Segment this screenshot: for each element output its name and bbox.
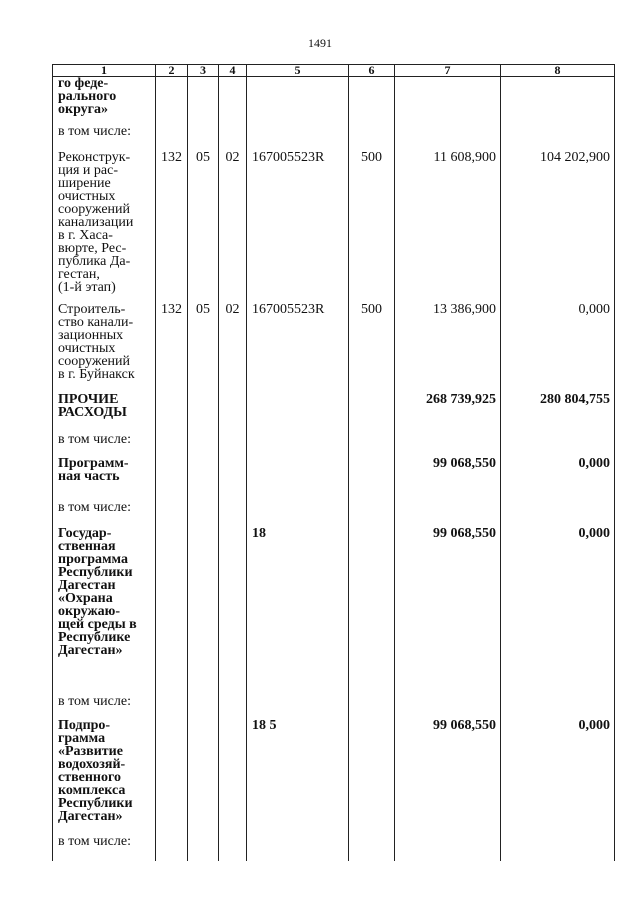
table-cell-c6 bbox=[349, 433, 395, 457]
table-cell-c6: 500 bbox=[349, 303, 395, 393]
table-cell-c6 bbox=[349, 457, 395, 501]
table-cell-c8 bbox=[501, 125, 615, 151]
table-cell-c2 bbox=[156, 457, 188, 501]
table-cell-c7: 99 068,550 bbox=[395, 527, 501, 695]
table-cell-c3 bbox=[188, 719, 219, 835]
table-cell-c5 bbox=[247, 393, 349, 433]
table-cell-c2 bbox=[156, 719, 188, 835]
table-cell-c2 bbox=[156, 695, 188, 719]
table-cell-c2: 132 bbox=[156, 151, 188, 303]
table-cell-c6 bbox=[349, 695, 395, 719]
table-cell-c3: 05 bbox=[188, 303, 219, 393]
table-cell-c5: 18 bbox=[247, 527, 349, 695]
table-cell-c1: Строитель- ство канали- зационных очистных сооружений в г. Буйнакск bbox=[53, 303, 156, 393]
table-cell-c8 bbox=[501, 835, 615, 861]
table-row bbox=[53, 303, 615, 393]
table-cell-c1: в том числе: bbox=[53, 501, 156, 527]
table-row bbox=[53, 695, 615, 719]
table-cell-c2 bbox=[156, 433, 188, 457]
table-cell-c6 bbox=[349, 501, 395, 527]
table-cell-c8: 280 804,755 bbox=[501, 393, 615, 433]
table-cell-c4 bbox=[219, 457, 247, 501]
table-row bbox=[53, 501, 615, 527]
table-row bbox=[53, 457, 615, 501]
table-cell-c4 bbox=[219, 77, 247, 126]
table-cell-c5 bbox=[247, 695, 349, 719]
header-cell: 3 bbox=[188, 65, 219, 77]
table-cell-c7: 13 386,900 bbox=[395, 303, 501, 393]
table-cell-c8: 0,000 bbox=[501, 719, 615, 835]
table-row bbox=[53, 393, 615, 433]
table-cell-c7 bbox=[395, 433, 501, 457]
page-number: 1491 bbox=[308, 36, 332, 50]
table-cell-c8 bbox=[501, 77, 615, 126]
table-cell-c1: в том числе: bbox=[53, 695, 156, 719]
header-cell: 8 bbox=[501, 65, 615, 77]
table-cell-c6 bbox=[349, 719, 395, 835]
table-row bbox=[53, 527, 615, 695]
table-cell-c3 bbox=[188, 77, 219, 126]
table-cell-c6 bbox=[349, 77, 395, 126]
table-row bbox=[53, 433, 615, 457]
table-cell-c8: 0,000 bbox=[501, 527, 615, 695]
table-cell-c4 bbox=[219, 393, 247, 433]
table-cell-c3 bbox=[188, 695, 219, 719]
table-cell-c4 bbox=[219, 527, 247, 695]
table-cell-c4 bbox=[219, 719, 247, 835]
table-cell-c1: ПРОЧИЕ РАСХОДЫ bbox=[53, 393, 156, 433]
table-cell-c2 bbox=[156, 501, 188, 527]
table-cell-c3 bbox=[188, 433, 219, 457]
table-cell-c5 bbox=[247, 433, 349, 457]
header-cell: 2 bbox=[156, 65, 188, 77]
table-row bbox=[53, 719, 615, 835]
table-cell-c1: Подпро- грамма «Развитие водохозяй- ственного комплекса Республики Дагестан» bbox=[53, 719, 156, 835]
header-cell: 7 bbox=[395, 65, 501, 77]
table-cell-c7 bbox=[395, 501, 501, 527]
header-cell: 4 bbox=[219, 65, 247, 77]
table-cell-c7: 99 068,550 bbox=[395, 457, 501, 501]
header-cell: 6 bbox=[349, 65, 395, 77]
table-cell-c4 bbox=[219, 125, 247, 151]
table-cell-c7: 99 068,550 bbox=[395, 719, 501, 835]
table-cell-c4 bbox=[219, 695, 247, 719]
table-cell-c1: Государ- ственная программа Республики Дагестан «Охрана окружаю- щей среды в Республике Дагестан» bbox=[53, 527, 156, 695]
table-cell-c4 bbox=[219, 433, 247, 457]
table-cell-c3 bbox=[188, 125, 219, 151]
table-cell-c6: 500 bbox=[349, 151, 395, 303]
table-cell-c3 bbox=[188, 457, 219, 501]
table-cell-c8: 0,000 bbox=[501, 457, 615, 501]
table-cell-c1: го феде- рального округа» bbox=[53, 77, 156, 126]
table-cell-c6 bbox=[349, 835, 395, 861]
table-cell-c2: 132 bbox=[156, 303, 188, 393]
header-row bbox=[53, 65, 615, 77]
table-cell-c2 bbox=[156, 527, 188, 695]
table-cell-c5 bbox=[247, 501, 349, 527]
table-cell-c3: 05 bbox=[188, 151, 219, 303]
table-cell-c2 bbox=[156, 125, 188, 151]
table-cell-c6 bbox=[349, 125, 395, 151]
table-cell-c8 bbox=[501, 433, 615, 457]
table-cell-c7 bbox=[395, 695, 501, 719]
table-cell-c4: 02 bbox=[219, 303, 247, 393]
table-row bbox=[53, 151, 615, 303]
table-cell-c7 bbox=[395, 835, 501, 861]
table-cell-c8 bbox=[501, 501, 615, 527]
table-cell-c1: в том числе: bbox=[53, 433, 156, 457]
table-row bbox=[53, 835, 615, 861]
table-cell-c5 bbox=[247, 835, 349, 861]
table-cell-c7 bbox=[395, 125, 501, 151]
table-cell-c1: в том числе: bbox=[53, 125, 156, 151]
table-cell-c1: Реконструк- ция и рас- ширение очистных сооружений канализации в г. Хаса- вюрте, Рес- публика Да- гестан, (1-й этап) bbox=[53, 151, 156, 303]
table-body bbox=[53, 77, 615, 862]
table-cell-c1: в том числе: bbox=[53, 835, 156, 861]
table-cell-c7 bbox=[395, 77, 501, 126]
table-cell-c6 bbox=[349, 393, 395, 433]
table-cell-c3 bbox=[188, 393, 219, 433]
table-cell-c8 bbox=[501, 695, 615, 719]
table-cell-c5 bbox=[247, 125, 349, 151]
header-cell: 5 bbox=[247, 65, 349, 77]
table-cell-c7: 11 608,900 bbox=[395, 151, 501, 303]
table-cell-c6 bbox=[349, 527, 395, 695]
table-cell-c3 bbox=[188, 835, 219, 861]
table-cell-c5 bbox=[247, 77, 349, 126]
table-cell-c1: Программ- ная часть bbox=[53, 457, 156, 501]
table-cell-c4 bbox=[219, 501, 247, 527]
table-row bbox=[53, 77, 615, 126]
table-cell-c8: 0,000 bbox=[501, 303, 615, 393]
table-cell-c5: 18 5 bbox=[247, 719, 349, 835]
table-cell-c7: 268 739,925 bbox=[395, 393, 501, 433]
table-cell-c2 bbox=[156, 77, 188, 126]
table-cell-c4: 02 bbox=[219, 151, 247, 303]
table-row bbox=[53, 125, 615, 151]
table-cell-c5: 167005523R bbox=[247, 303, 349, 393]
table-cell-c8: 104 202,900 bbox=[501, 151, 615, 303]
table-cell-c4 bbox=[219, 835, 247, 861]
header-cell: 1 bbox=[53, 65, 156, 77]
budget-table bbox=[52, 64, 615, 861]
table-cell-c2 bbox=[156, 393, 188, 433]
table-cell-c5 bbox=[247, 457, 349, 501]
table-cell-c5: 167005523R bbox=[247, 151, 349, 303]
table-cell-c3 bbox=[188, 501, 219, 527]
table-cell-c2 bbox=[156, 835, 188, 861]
table-cell-c3 bbox=[188, 527, 219, 695]
